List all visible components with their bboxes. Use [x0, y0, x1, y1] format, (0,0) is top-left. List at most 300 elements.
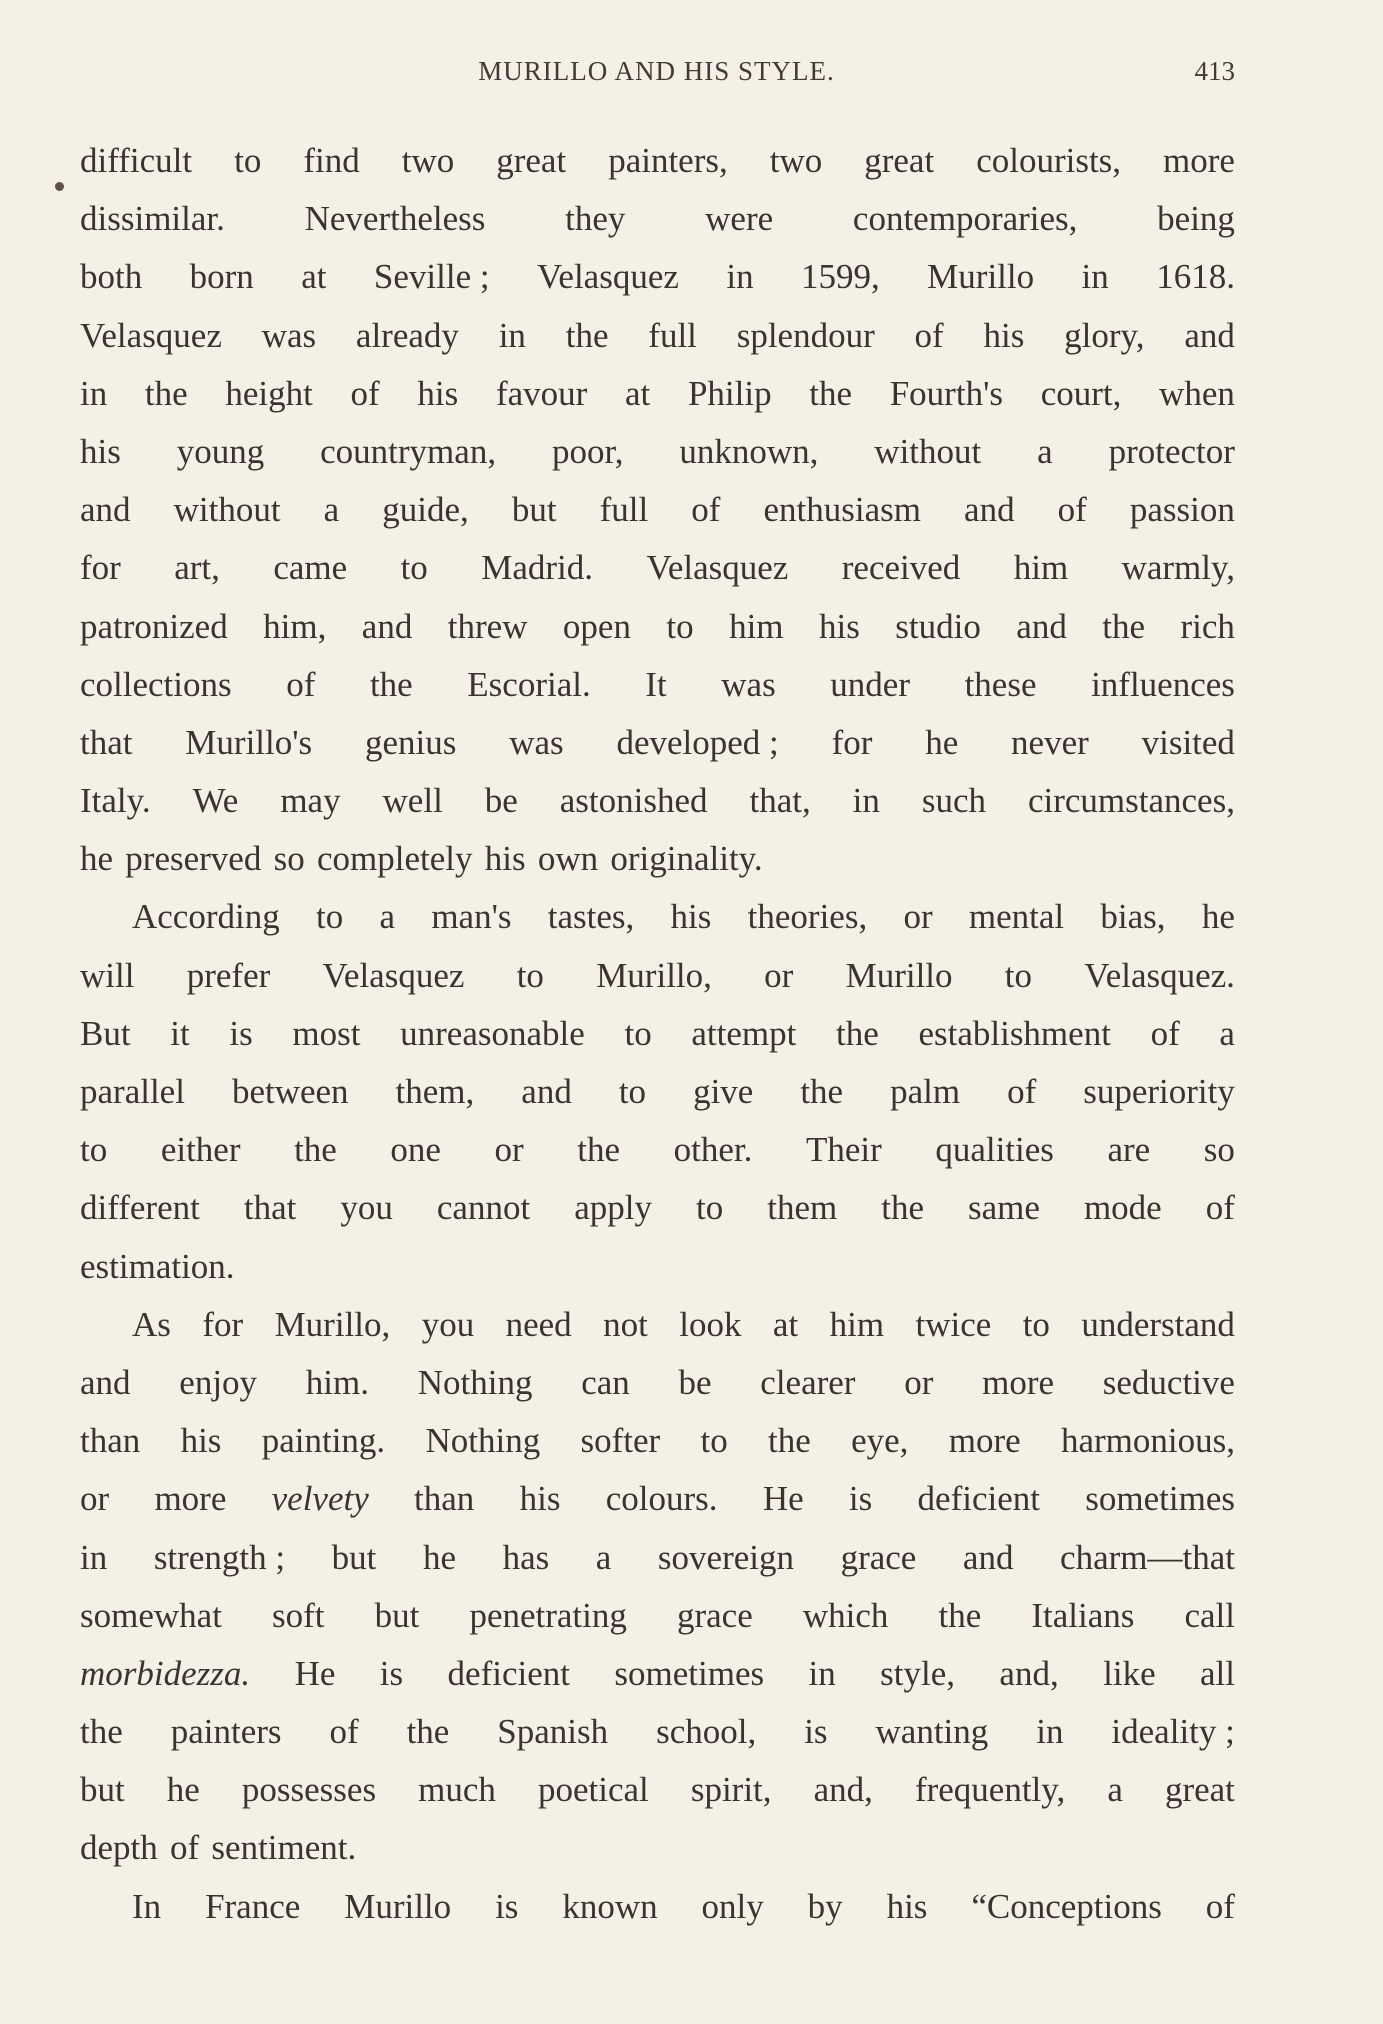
word: more: [948, 1421, 1021, 1461]
word: It: [645, 664, 667, 704]
word: him: [729, 606, 784, 646]
text-line: [80, 1412, 1235, 1470]
word: he: [80, 839, 114, 879]
word: unreasonable: [400, 1013, 585, 1053]
word: find: [303, 141, 360, 180]
word: the: [406, 1712, 450, 1752]
word: known: [562, 1886, 658, 1926]
word: at: [624, 373, 651, 413]
word: a: [1037, 431, 1053, 471]
text-line: [80, 888, 1235, 946]
word: more: [982, 1362, 1055, 1402]
word: passion: [1129, 490, 1235, 530]
text-line: [80, 598, 1235, 656]
word: of: [914, 315, 944, 355]
word: sovereign: [657, 1537, 794, 1577]
word: his: [670, 897, 712, 937]
word: under: [830, 664, 910, 704]
word: to: [316, 897, 344, 937]
word: in: [852, 781, 880, 821]
word: favour: [495, 373, 588, 413]
word: developed ;: [616, 722, 779, 762]
word: completely: [316, 839, 473, 879]
word: guide,: [382, 490, 469, 530]
word: of: [1205, 1886, 1235, 1926]
word: more: [1163, 141, 1235, 180]
word: when: [1159, 373, 1235, 413]
word: cannot: [436, 1188, 531, 1228]
word: to: [516, 955, 544, 995]
word: at: [772, 1304, 799, 1344]
word: so: [273, 839, 305, 879]
word: to: [624, 1013, 652, 1053]
word: of: [329, 1712, 359, 1752]
word: poor,: [551, 431, 624, 471]
word: possesses: [241, 1770, 377, 1810]
word: sometimes: [1085, 1479, 1235, 1519]
word: Spanish: [497, 1712, 609, 1752]
word: unknown,: [679, 431, 819, 471]
word: Velasquez: [322, 955, 465, 995]
word: such: [921, 781, 986, 821]
word: is: [495, 1886, 519, 1926]
word: between: [231, 1072, 349, 1111]
word: of: [350, 373, 380, 413]
word: poetical: [537, 1770, 649, 1810]
word: to: [618, 1072, 647, 1111]
text-line: [80, 423, 1235, 481]
word: parallel: [80, 1072, 185, 1111]
word: the: [768, 1421, 811, 1461]
word: and: [1184, 315, 1235, 355]
word: estimation.: [80, 1246, 235, 1286]
word: the: [809, 373, 853, 413]
text-line: [80, 714, 1235, 772]
word: he: [422, 1537, 456, 1577]
word: young: [176, 431, 265, 471]
word: Velasquez: [80, 315, 222, 355]
word: same: [968, 1188, 1040, 1228]
text-line: [80, 1354, 1235, 1412]
word: astonished: [559, 781, 708, 821]
word: already: [355, 315, 459, 355]
word: to: [400, 548, 428, 588]
word: countryman,: [320, 431, 497, 471]
word: him,: [263, 606, 327, 646]
word: attempt: [691, 1013, 797, 1053]
word: or: [80, 1479, 110, 1519]
word: in: [1036, 1712, 1064, 1752]
text-line: [80, 248, 1235, 306]
word: look: [679, 1304, 742, 1344]
word: Murillo,: [596, 955, 712, 995]
word: was: [721, 664, 776, 704]
word: painters: [170, 1712, 282, 1752]
word: strength ;: [153, 1537, 286, 1577]
word: the: [80, 1712, 123, 1752]
word: in: [80, 373, 108, 413]
word: not: [603, 1304, 648, 1344]
text-line: [80, 1703, 1235, 1761]
word: he: [1201, 897, 1235, 937]
word: Seville ;: [373, 257, 490, 297]
word: great: [1164, 1770, 1235, 1810]
word: them: [767, 1188, 838, 1228]
word: threw: [447, 606, 528, 646]
word: court,: [1040, 373, 1122, 413]
word: it: [170, 1013, 190, 1053]
text-line: [80, 656, 1235, 714]
word: give: [693, 1072, 754, 1111]
word: Nevertheless: [304, 199, 486, 239]
word: but: [331, 1537, 377, 1577]
word: he: [166, 1770, 200, 1810]
word: Italy.: [80, 781, 151, 821]
word: to: [1004, 955, 1033, 995]
word: born: [189, 257, 254, 297]
word: grace: [840, 1537, 917, 1577]
running-head: MURILLO AND HIS STYLE.: [478, 56, 835, 86]
word: his: [80, 431, 121, 471]
text-line: [80, 1878, 1235, 1936]
word: was: [261, 315, 317, 355]
word: to: [666, 606, 694, 646]
word: and: [80, 1362, 131, 1402]
word: by: [807, 1886, 843, 1926]
word: prefer: [186, 955, 271, 995]
word: clearer: [760, 1362, 856, 1402]
word: colours.: [605, 1479, 718, 1519]
word: colourists,: [976, 141, 1122, 180]
word: the: [881, 1188, 924, 1228]
text-line: [80, 1005, 1235, 1063]
word: contemporaries,: [852, 199, 1078, 239]
word: of: [1205, 1188, 1235, 1228]
word: different: [80, 1188, 200, 1228]
word: which: [802, 1595, 889, 1635]
word: Fourth's: [889, 373, 1003, 413]
word: is: [379, 1653, 404, 1693]
word: but: [374, 1595, 420, 1635]
word: you: [340, 1188, 393, 1228]
word: penetrating: [469, 1595, 627, 1635]
word: much: [418, 1770, 496, 1810]
word: splendour: [736, 315, 875, 355]
word: Velasquez: [646, 548, 789, 588]
word: theories,: [747, 897, 868, 937]
word: and: [1016, 606, 1067, 646]
word: his: [818, 606, 860, 646]
word: two: [401, 141, 455, 180]
word: a: [379, 897, 396, 937]
word: morbidezza.: [80, 1653, 251, 1693]
word: his: [983, 315, 1025, 355]
word: but: [511, 490, 557, 530]
word: most: [292, 1013, 361, 1053]
word: own: [537, 839, 599, 879]
word: Murillo: [927, 257, 1035, 297]
text-line: [80, 1121, 1235, 1179]
word: velvety: [271, 1479, 369, 1519]
word: either: [160, 1130, 241, 1170]
word: and: [80, 490, 131, 530]
word: grace: [676, 1595, 753, 1635]
word: As: [132, 1304, 171, 1344]
word: both: [80, 257, 143, 297]
text-line: [80, 1529, 1235, 1587]
word: preserved: [125, 839, 262, 879]
word: his: [886, 1886, 928, 1926]
word: Murillo,: [274, 1304, 391, 1344]
text-line: [80, 190, 1235, 248]
word: two: [769, 141, 823, 180]
word: is: [804, 1712, 828, 1752]
word: spirit,: [690, 1770, 772, 1810]
word: Nothing: [425, 1421, 541, 1461]
word: and: [962, 1537, 1014, 1577]
word: great: [864, 141, 935, 180]
word: Madrid.: [481, 548, 594, 588]
word: for: [80, 548, 121, 588]
word: France: [205, 1886, 301, 1926]
word: to: [1022, 1304, 1050, 1344]
word: sometimes: [614, 1653, 765, 1693]
word: a: [323, 490, 340, 530]
word: 1618.: [1156, 257, 1235, 297]
word: or: [903, 897, 933, 937]
text-line: [80, 539, 1235, 597]
text-line: [80, 132, 1235, 190]
word: We: [192, 781, 239, 821]
word: school,: [656, 1712, 757, 1752]
text-line: [80, 307, 1235, 365]
word: superiority: [1083, 1072, 1235, 1111]
word: tastes,: [547, 897, 635, 937]
word: the: [369, 664, 413, 704]
word: of: [1150, 1013, 1180, 1053]
word: ideality ;: [1111, 1712, 1235, 1752]
word: Their: [805, 1130, 882, 1170]
word: sentiment.: [211, 1828, 357, 1868]
word: the: [800, 1072, 844, 1111]
word: a: [1219, 1013, 1235, 1053]
word: his: [180, 1421, 222, 1461]
word: glory,: [1064, 315, 1145, 355]
word: genius: [364, 722, 457, 762]
word: art,: [174, 548, 220, 588]
word: Velasquez.: [1084, 955, 1235, 995]
word: Murillo's: [185, 722, 313, 762]
word: Escorial.: [467, 664, 591, 704]
word: being: [1157, 199, 1235, 239]
word: charm—that: [1060, 1537, 1235, 1577]
word: the: [577, 1130, 621, 1170]
word: all: [1200, 1653, 1235, 1693]
word: received: [841, 548, 961, 588]
word: full: [599, 490, 649, 530]
word: came: [273, 548, 348, 588]
word: one: [390, 1130, 441, 1170]
word: qualities: [935, 1130, 1054, 1170]
word: in: [1081, 257, 1109, 297]
word: patronized: [80, 606, 228, 646]
word: to: [700, 1421, 728, 1461]
word: for: [831, 722, 873, 762]
word: painters,: [608, 141, 728, 180]
word: wanting: [875, 1712, 989, 1752]
word: without: [874, 431, 982, 471]
word: enjoy: [179, 1362, 258, 1402]
word: “Conceptions: [971, 1886, 1162, 1926]
word: open: [562, 606, 631, 646]
text-line: [80, 1819, 1235, 1877]
word: has: [502, 1537, 550, 1577]
word: you: [421, 1304, 475, 1344]
body-text: [80, 132, 1235, 1936]
word: never: [1011, 722, 1089, 762]
word: style,: [880, 1653, 956, 1693]
word: to: [695, 1188, 724, 1228]
word: in: [726, 257, 754, 297]
margin-mark: [55, 182, 64, 191]
word: need: [505, 1304, 572, 1344]
word: of: [1057, 490, 1087, 530]
word: collections: [80, 664, 232, 704]
word: like: [1103, 1653, 1156, 1693]
word: that,: [749, 781, 811, 821]
word: deficient: [917, 1479, 1040, 1519]
word: eye,: [851, 1421, 909, 1461]
word: He: [294, 1653, 336, 1693]
word: without: [173, 490, 281, 530]
word: are: [1107, 1130, 1151, 1170]
word: or: [904, 1362, 934, 1402]
word: and,: [813, 1770, 873, 1810]
word: can: [581, 1362, 630, 1402]
text-line: [80, 1296, 1235, 1354]
word: Velasquez: [537, 257, 679, 297]
word: originality.: [610, 839, 763, 879]
word: studio: [895, 606, 981, 646]
word: establishment: [918, 1013, 1111, 1053]
word: was: [509, 722, 564, 762]
page-header: [78, 56, 1235, 96]
text-line: [80, 1761, 1235, 1819]
word: seductive: [1102, 1362, 1235, 1402]
word: to: [80, 1130, 108, 1170]
word: Philip: [687, 373, 772, 413]
page-number: 413: [1194, 56, 1235, 86]
word: Italians: [1031, 1595, 1135, 1635]
word: he: [925, 722, 959, 762]
word: deficient: [447, 1653, 570, 1693]
word: so: [1203, 1130, 1235, 1170]
word: his: [519, 1479, 561, 1519]
word: circumstances,: [1027, 781, 1235, 821]
word: the: [144, 373, 188, 413]
word: other.: [673, 1130, 753, 1170]
word: his: [417, 373, 459, 413]
word: to: [234, 141, 262, 180]
word: that: [80, 722, 133, 762]
word: that: [243, 1188, 297, 1228]
word: influences: [1091, 664, 1235, 704]
text-line: [80, 772, 1235, 830]
word: visited: [1141, 722, 1235, 762]
word: of: [286, 664, 316, 704]
word: is: [848, 1479, 873, 1519]
word: a: [1107, 1770, 1123, 1810]
word: According: [132, 897, 280, 937]
text-line: [80, 1238, 1235, 1296]
word: apply: [574, 1188, 652, 1228]
word: be: [484, 781, 518, 821]
word: them,: [395, 1072, 475, 1111]
text-line: [80, 830, 1235, 888]
word: harmonious,: [1060, 1421, 1235, 1461]
text-line: [80, 1470, 1235, 1528]
word: of: [170, 1828, 200, 1868]
word: the: [1102, 606, 1146, 646]
word: or: [764, 955, 794, 995]
word: be: [678, 1362, 712, 1402]
word: But: [80, 1013, 131, 1053]
word: of: [691, 490, 721, 530]
word: enthusiasm: [763, 490, 921, 530]
word: painting.: [261, 1421, 386, 1461]
word: mode: [1083, 1188, 1162, 1228]
word: depth: [80, 1828, 158, 1868]
word: and: [964, 490, 1015, 530]
word: Murillo: [344, 1886, 452, 1926]
word: full: [648, 315, 697, 355]
word: or: [494, 1130, 524, 1170]
word: is: [229, 1013, 253, 1053]
word: call: [1184, 1595, 1235, 1635]
word: soft: [272, 1595, 325, 1635]
word: more: [154, 1479, 227, 1519]
word: they: [565, 199, 626, 239]
word: dissimilar.: [80, 199, 225, 239]
word: rich: [1180, 606, 1235, 646]
word: in: [498, 315, 526, 355]
text-line: [80, 365, 1235, 423]
word: somewhat: [80, 1595, 222, 1635]
word: him: [829, 1304, 885, 1344]
word: height: [225, 373, 313, 413]
word: only: [701, 1886, 764, 1926]
word: frequently,: [914, 1770, 1066, 1810]
word: of: [1007, 1072, 1037, 1111]
word: the: [836, 1013, 879, 1053]
word: a: [595, 1537, 612, 1577]
word: him.: [305, 1362, 369, 1402]
text-line: [80, 481, 1235, 539]
word: understand: [1081, 1304, 1235, 1344]
text-line: [80, 1179, 1235, 1237]
text-line: [80, 1645, 1235, 1703]
text-line: [80, 1587, 1235, 1645]
word: 1599,: [801, 257, 880, 297]
word: bias,: [1100, 897, 1166, 937]
word: in: [808, 1653, 836, 1693]
word: well: [382, 781, 443, 821]
word: these: [964, 664, 1037, 704]
word: were: [705, 199, 774, 239]
word: him: [1013, 548, 1069, 588]
word: and: [521, 1072, 572, 1111]
word: Murillo: [845, 955, 953, 995]
